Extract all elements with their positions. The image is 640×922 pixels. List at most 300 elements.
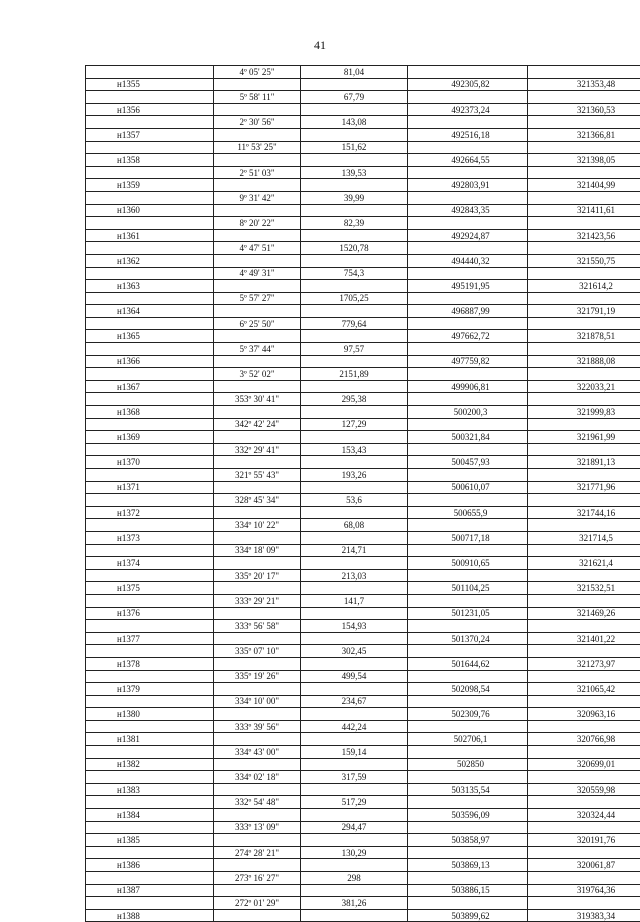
point-row bbox=[86, 657, 640, 670]
empty-cell bbox=[528, 368, 640, 381]
point-row bbox=[86, 481, 640, 494]
empty-cell bbox=[528, 746, 640, 759]
empty-cell bbox=[408, 116, 528, 129]
empty-cell bbox=[528, 191, 640, 204]
empty-cell bbox=[86, 267, 214, 280]
empty-cell bbox=[408, 191, 528, 204]
empty-cell bbox=[528, 418, 640, 431]
segment-distance: 67,79 bbox=[301, 91, 408, 104]
empty-cell bbox=[86, 343, 214, 356]
point-row bbox=[86, 406, 640, 419]
empty-cell bbox=[528, 897, 640, 910]
segment-distance: 154,93 bbox=[301, 620, 408, 633]
segment-row bbox=[86, 821, 640, 834]
segment-angle: 334º 18' 09" bbox=[214, 544, 301, 557]
segment-distance: 214,71 bbox=[301, 544, 408, 557]
point-y: 321398,05 bbox=[528, 154, 640, 167]
segment-angle: 3º 52' 02" bbox=[214, 368, 301, 381]
empty-cell bbox=[408, 91, 528, 104]
segment-distance: 213,03 bbox=[301, 569, 408, 582]
segment-row bbox=[86, 645, 640, 658]
point-row bbox=[86, 154, 640, 167]
empty-cell bbox=[301, 809, 408, 822]
segment-row bbox=[86, 872, 640, 885]
empty-cell bbox=[86, 695, 214, 708]
point-x: 500457,93 bbox=[408, 456, 528, 469]
segment-distance: 754,3 bbox=[301, 267, 408, 280]
point-x: 495191,95 bbox=[408, 280, 528, 293]
point-row bbox=[86, 733, 640, 746]
empty-cell bbox=[301, 683, 408, 696]
empty-cell bbox=[408, 695, 528, 708]
segment-distance: 127,29 bbox=[301, 418, 408, 431]
segment-distance: 39,99 bbox=[301, 191, 408, 204]
segment-row bbox=[86, 166, 640, 179]
empty-cell bbox=[86, 846, 214, 859]
empty-cell bbox=[408, 771, 528, 784]
point-name: н1370 bbox=[86, 456, 214, 469]
empty-cell bbox=[301, 204, 408, 217]
point-x: 502850 bbox=[408, 758, 528, 771]
empty-cell bbox=[214, 355, 301, 368]
empty-cell bbox=[528, 267, 640, 280]
point-x: 500717,18 bbox=[408, 531, 528, 544]
coordinates-table bbox=[85, 65, 640, 922]
point-x: 494440,32 bbox=[408, 254, 528, 267]
point-x: 492305,82 bbox=[408, 78, 528, 91]
point-row bbox=[86, 909, 640, 922]
segment-angle: 4º 47' 51" bbox=[214, 242, 301, 255]
empty-cell bbox=[214, 431, 301, 444]
empty-cell bbox=[528, 443, 640, 456]
empty-cell bbox=[86, 242, 214, 255]
point-y: 321401,22 bbox=[528, 632, 640, 645]
segment-row bbox=[86, 66, 640, 79]
empty-cell bbox=[528, 469, 640, 482]
segment-row bbox=[86, 494, 640, 507]
point-name: н1387 bbox=[86, 884, 214, 897]
segment-angle: 335º 19' 26" bbox=[214, 670, 301, 683]
empty-cell bbox=[408, 846, 528, 859]
segment-row bbox=[86, 267, 640, 280]
point-name: н1368 bbox=[86, 406, 214, 419]
segment-row bbox=[86, 317, 640, 330]
point-y: 320766,98 bbox=[528, 733, 640, 746]
point-x: 492373,24 bbox=[408, 103, 528, 116]
point-y: 321353,48 bbox=[528, 78, 640, 91]
empty-cell bbox=[86, 292, 214, 305]
empty-cell bbox=[214, 834, 301, 847]
empty-cell bbox=[86, 418, 214, 431]
empty-cell bbox=[214, 204, 301, 217]
point-x: 500910,65 bbox=[408, 557, 528, 570]
point-row bbox=[86, 204, 640, 217]
point-row bbox=[86, 179, 640, 192]
segment-distance: 97,57 bbox=[301, 343, 408, 356]
empty-cell bbox=[86, 594, 214, 607]
point-name: н1355 bbox=[86, 78, 214, 91]
empty-cell bbox=[528, 166, 640, 179]
segment-distance: 295,38 bbox=[301, 393, 408, 406]
segment-angle: 8º 20' 22" bbox=[214, 217, 301, 230]
point-y: 320191,76 bbox=[528, 834, 640, 847]
point-y: 321888,08 bbox=[528, 355, 640, 368]
segment-angle: 334º 02' 18" bbox=[214, 771, 301, 784]
empty-cell bbox=[301, 733, 408, 746]
point-x: 492843,35 bbox=[408, 204, 528, 217]
empty-cell bbox=[301, 229, 408, 242]
point-x: 500321,84 bbox=[408, 431, 528, 444]
point-row bbox=[86, 456, 640, 469]
segment-row bbox=[86, 746, 640, 759]
point-name: н1363 bbox=[86, 280, 214, 293]
empty-cell bbox=[528, 66, 640, 79]
empty-cell bbox=[301, 406, 408, 419]
empty-cell bbox=[214, 179, 301, 192]
point-row bbox=[86, 506, 640, 519]
point-x: 500200,3 bbox=[408, 406, 528, 419]
point-y: 321366,81 bbox=[528, 128, 640, 141]
empty-cell bbox=[408, 267, 528, 280]
point-y: 321273,97 bbox=[528, 657, 640, 670]
empty-cell bbox=[214, 607, 301, 620]
empty-cell bbox=[214, 103, 301, 116]
empty-cell bbox=[86, 645, 214, 658]
empty-cell bbox=[408, 720, 528, 733]
empty-cell bbox=[214, 456, 301, 469]
point-name: н1360 bbox=[86, 204, 214, 217]
point-row bbox=[86, 884, 640, 897]
point-y: 321614,2 bbox=[528, 280, 640, 293]
segment-distance: 381,26 bbox=[301, 897, 408, 910]
empty-cell bbox=[214, 531, 301, 544]
empty-cell bbox=[214, 582, 301, 595]
point-row bbox=[86, 355, 640, 368]
point-y: 321065,42 bbox=[528, 683, 640, 696]
page-number: 41 bbox=[0, 38, 640, 53]
point-name: н1386 bbox=[86, 859, 214, 872]
point-x: 497662,72 bbox=[408, 330, 528, 343]
point-x: 502098,54 bbox=[408, 683, 528, 696]
point-x: 501644,62 bbox=[408, 657, 528, 670]
empty-cell bbox=[86, 317, 214, 330]
empty-cell bbox=[528, 317, 640, 330]
coordinates-table-body bbox=[86, 66, 640, 922]
empty-cell bbox=[408, 746, 528, 759]
segment-angle: 328º 45' 34" bbox=[214, 494, 301, 507]
point-row bbox=[86, 758, 640, 771]
segment-distance: 141,7 bbox=[301, 594, 408, 607]
point-name: н1361 bbox=[86, 229, 214, 242]
empty-cell bbox=[301, 305, 408, 318]
point-row bbox=[86, 809, 640, 822]
empty-cell bbox=[86, 368, 214, 381]
point-y: 321999,83 bbox=[528, 406, 640, 419]
segment-angle: 5º 57' 27" bbox=[214, 292, 301, 305]
empty-cell bbox=[408, 469, 528, 482]
segment-angle: 335º 07' 10" bbox=[214, 645, 301, 658]
empty-cell bbox=[408, 620, 528, 633]
point-name: н1383 bbox=[86, 783, 214, 796]
empty-cell bbox=[528, 91, 640, 104]
empty-cell bbox=[86, 519, 214, 532]
empty-cell bbox=[214, 884, 301, 897]
empty-cell bbox=[528, 846, 640, 859]
point-row bbox=[86, 557, 640, 570]
empty-cell bbox=[408, 544, 528, 557]
empty-cell bbox=[86, 872, 214, 885]
empty-cell bbox=[214, 809, 301, 822]
empty-cell bbox=[408, 66, 528, 79]
segment-angle: 4º 05' 25" bbox=[214, 66, 301, 79]
segment-row bbox=[86, 116, 640, 129]
point-name: н1367 bbox=[86, 380, 214, 393]
point-x: 492924,87 bbox=[408, 229, 528, 242]
segment-row bbox=[86, 418, 640, 431]
empty-cell bbox=[214, 78, 301, 91]
empty-cell bbox=[301, 531, 408, 544]
point-name: н1375 bbox=[86, 582, 214, 595]
point-row bbox=[86, 103, 640, 116]
point-row bbox=[86, 229, 640, 242]
segment-distance: 68,08 bbox=[301, 519, 408, 532]
point-x: 502309,76 bbox=[408, 708, 528, 721]
segment-angle: 274º 28' 21" bbox=[214, 846, 301, 859]
empty-cell bbox=[528, 670, 640, 683]
point-name: н1376 bbox=[86, 607, 214, 620]
empty-cell bbox=[301, 708, 408, 721]
empty-cell bbox=[86, 393, 214, 406]
point-x: 501370,24 bbox=[408, 632, 528, 645]
segment-angle: 321º 55' 43" bbox=[214, 469, 301, 482]
point-x: 492664,55 bbox=[408, 154, 528, 167]
point-y: 320061,87 bbox=[528, 859, 640, 872]
empty-cell bbox=[214, 506, 301, 519]
point-y: 321771,96 bbox=[528, 481, 640, 494]
empty-cell bbox=[528, 141, 640, 154]
point-row bbox=[86, 607, 640, 620]
segment-angle: 334º 10' 00" bbox=[214, 695, 301, 708]
segment-angle: 2º 51' 03" bbox=[214, 166, 301, 179]
point-name: н1378 bbox=[86, 657, 214, 670]
point-name: н1373 bbox=[86, 531, 214, 544]
empty-cell bbox=[86, 141, 214, 154]
point-row bbox=[86, 683, 640, 696]
empty-cell bbox=[301, 431, 408, 444]
segment-angle: 332º 29' 41" bbox=[214, 443, 301, 456]
point-row bbox=[86, 280, 640, 293]
empty-cell bbox=[214, 406, 301, 419]
segment-angle: 335º 20' 17" bbox=[214, 569, 301, 582]
segment-row bbox=[86, 695, 640, 708]
segment-row bbox=[86, 519, 640, 532]
empty-cell bbox=[86, 217, 214, 230]
point-y: 321621,4 bbox=[528, 557, 640, 570]
segment-distance: 153,43 bbox=[301, 443, 408, 456]
empty-cell bbox=[408, 494, 528, 507]
point-row bbox=[86, 708, 640, 721]
point-name: н1371 bbox=[86, 481, 214, 494]
segment-distance: 298 bbox=[301, 872, 408, 885]
point-name: н1377 bbox=[86, 632, 214, 645]
segment-distance: 81,04 bbox=[301, 66, 408, 79]
segment-distance: 779,64 bbox=[301, 317, 408, 330]
segment-angle: 342º 42' 24" bbox=[214, 418, 301, 431]
segment-row bbox=[86, 569, 640, 582]
empty-cell bbox=[214, 783, 301, 796]
segment-angle: 353º 30' 41" bbox=[214, 393, 301, 406]
empty-cell bbox=[214, 154, 301, 167]
point-x: 492516,18 bbox=[408, 128, 528, 141]
point-x: 503596,09 bbox=[408, 809, 528, 822]
segment-distance: 193,26 bbox=[301, 469, 408, 482]
point-name: н1364 bbox=[86, 305, 214, 318]
empty-cell bbox=[86, 796, 214, 809]
empty-cell bbox=[528, 821, 640, 834]
empty-cell bbox=[301, 128, 408, 141]
empty-cell bbox=[214, 632, 301, 645]
empty-cell bbox=[214, 254, 301, 267]
empty-cell bbox=[528, 242, 640, 255]
empty-cell bbox=[528, 569, 640, 582]
segment-row bbox=[86, 191, 640, 204]
empty-cell bbox=[301, 456, 408, 469]
empty-cell bbox=[214, 128, 301, 141]
segment-distance: 517,29 bbox=[301, 796, 408, 809]
empty-cell bbox=[301, 380, 408, 393]
empty-cell bbox=[86, 544, 214, 557]
empty-cell bbox=[214, 557, 301, 570]
point-x: 496887,99 bbox=[408, 305, 528, 318]
empty-cell bbox=[528, 217, 640, 230]
point-y: 320559,98 bbox=[528, 783, 640, 796]
point-name: н1358 bbox=[86, 154, 214, 167]
point-y: 321532,51 bbox=[528, 582, 640, 595]
empty-cell bbox=[408, 821, 528, 834]
empty-cell bbox=[528, 519, 640, 532]
point-name: н1388 bbox=[86, 909, 214, 922]
empty-cell bbox=[214, 481, 301, 494]
empty-cell bbox=[301, 834, 408, 847]
empty-cell bbox=[214, 859, 301, 872]
point-y: 321891,13 bbox=[528, 456, 640, 469]
empty-cell bbox=[408, 393, 528, 406]
empty-cell bbox=[301, 557, 408, 570]
empty-cell bbox=[528, 620, 640, 633]
empty-cell bbox=[86, 771, 214, 784]
point-y: 321744,16 bbox=[528, 506, 640, 519]
empty-cell bbox=[86, 897, 214, 910]
point-row bbox=[86, 78, 640, 91]
point-y: 322033,21 bbox=[528, 380, 640, 393]
segment-row bbox=[86, 217, 640, 230]
empty-cell bbox=[408, 443, 528, 456]
empty-cell bbox=[214, 657, 301, 670]
empty-cell bbox=[408, 217, 528, 230]
empty-cell bbox=[528, 116, 640, 129]
point-y: 321714,5 bbox=[528, 531, 640, 544]
point-x: 500610,07 bbox=[408, 481, 528, 494]
empty-cell bbox=[528, 393, 640, 406]
empty-cell bbox=[528, 645, 640, 658]
segment-angle: 333º 56' 58" bbox=[214, 620, 301, 633]
point-name: н1369 bbox=[86, 431, 214, 444]
segment-angle: 333º 29' 21" bbox=[214, 594, 301, 607]
segment-distance: 1520,78 bbox=[301, 242, 408, 255]
empty-cell bbox=[301, 355, 408, 368]
empty-cell bbox=[214, 758, 301, 771]
empty-cell bbox=[528, 872, 640, 885]
point-x: 492803,91 bbox=[408, 179, 528, 192]
empty-cell bbox=[301, 280, 408, 293]
segment-angle: 11º 53' 25" bbox=[214, 141, 301, 154]
point-y: 321360,53 bbox=[528, 103, 640, 116]
point-x: 500655,9 bbox=[408, 506, 528, 519]
segment-distance: 159,14 bbox=[301, 746, 408, 759]
point-x: 502706,1 bbox=[408, 733, 528, 746]
point-row bbox=[86, 305, 640, 318]
segment-distance: 294,47 bbox=[301, 821, 408, 834]
point-y: 320324,44 bbox=[528, 809, 640, 822]
segment-row bbox=[86, 368, 640, 381]
segment-row bbox=[86, 292, 640, 305]
empty-cell bbox=[86, 821, 214, 834]
segment-distance: 53,6 bbox=[301, 494, 408, 507]
segment-distance: 151,62 bbox=[301, 141, 408, 154]
point-row bbox=[86, 632, 640, 645]
empty-cell bbox=[528, 494, 640, 507]
point-name: н1381 bbox=[86, 733, 214, 746]
segment-distance: 1705,25 bbox=[301, 292, 408, 305]
empty-cell bbox=[86, 91, 214, 104]
segment-angle: 6º 25' 50" bbox=[214, 317, 301, 330]
point-x: 499906,81 bbox=[408, 380, 528, 393]
point-name: н1362 bbox=[86, 254, 214, 267]
empty-cell bbox=[86, 620, 214, 633]
segment-row bbox=[86, 91, 640, 104]
segment-row bbox=[86, 469, 640, 482]
segment-distance: 442,24 bbox=[301, 720, 408, 733]
empty-cell bbox=[408, 594, 528, 607]
point-y: 321423,56 bbox=[528, 229, 640, 242]
empty-cell bbox=[301, 909, 408, 922]
empty-cell bbox=[528, 771, 640, 784]
point-y: 319383,34 bbox=[528, 909, 640, 922]
point-name: н1382 bbox=[86, 758, 214, 771]
point-row bbox=[86, 380, 640, 393]
empty-cell bbox=[301, 884, 408, 897]
empty-cell bbox=[528, 544, 640, 557]
empty-cell bbox=[86, 670, 214, 683]
empty-cell bbox=[408, 796, 528, 809]
segment-angle: 333º 13' 09" bbox=[214, 821, 301, 834]
point-x: 503886,15 bbox=[408, 884, 528, 897]
segment-angle: 5º 37' 44" bbox=[214, 343, 301, 356]
point-y: 321961,99 bbox=[528, 431, 640, 444]
empty-cell bbox=[301, 330, 408, 343]
segment-row bbox=[86, 544, 640, 557]
segment-distance: 317,59 bbox=[301, 771, 408, 784]
point-y: 321550,75 bbox=[528, 254, 640, 267]
empty-cell bbox=[301, 506, 408, 519]
point-row bbox=[86, 128, 640, 141]
empty-cell bbox=[86, 116, 214, 129]
point-name: н1366 bbox=[86, 355, 214, 368]
empty-cell bbox=[408, 317, 528, 330]
segment-angle: 334º 43' 00" bbox=[214, 746, 301, 759]
empty-cell bbox=[214, 305, 301, 318]
empty-cell bbox=[528, 594, 640, 607]
